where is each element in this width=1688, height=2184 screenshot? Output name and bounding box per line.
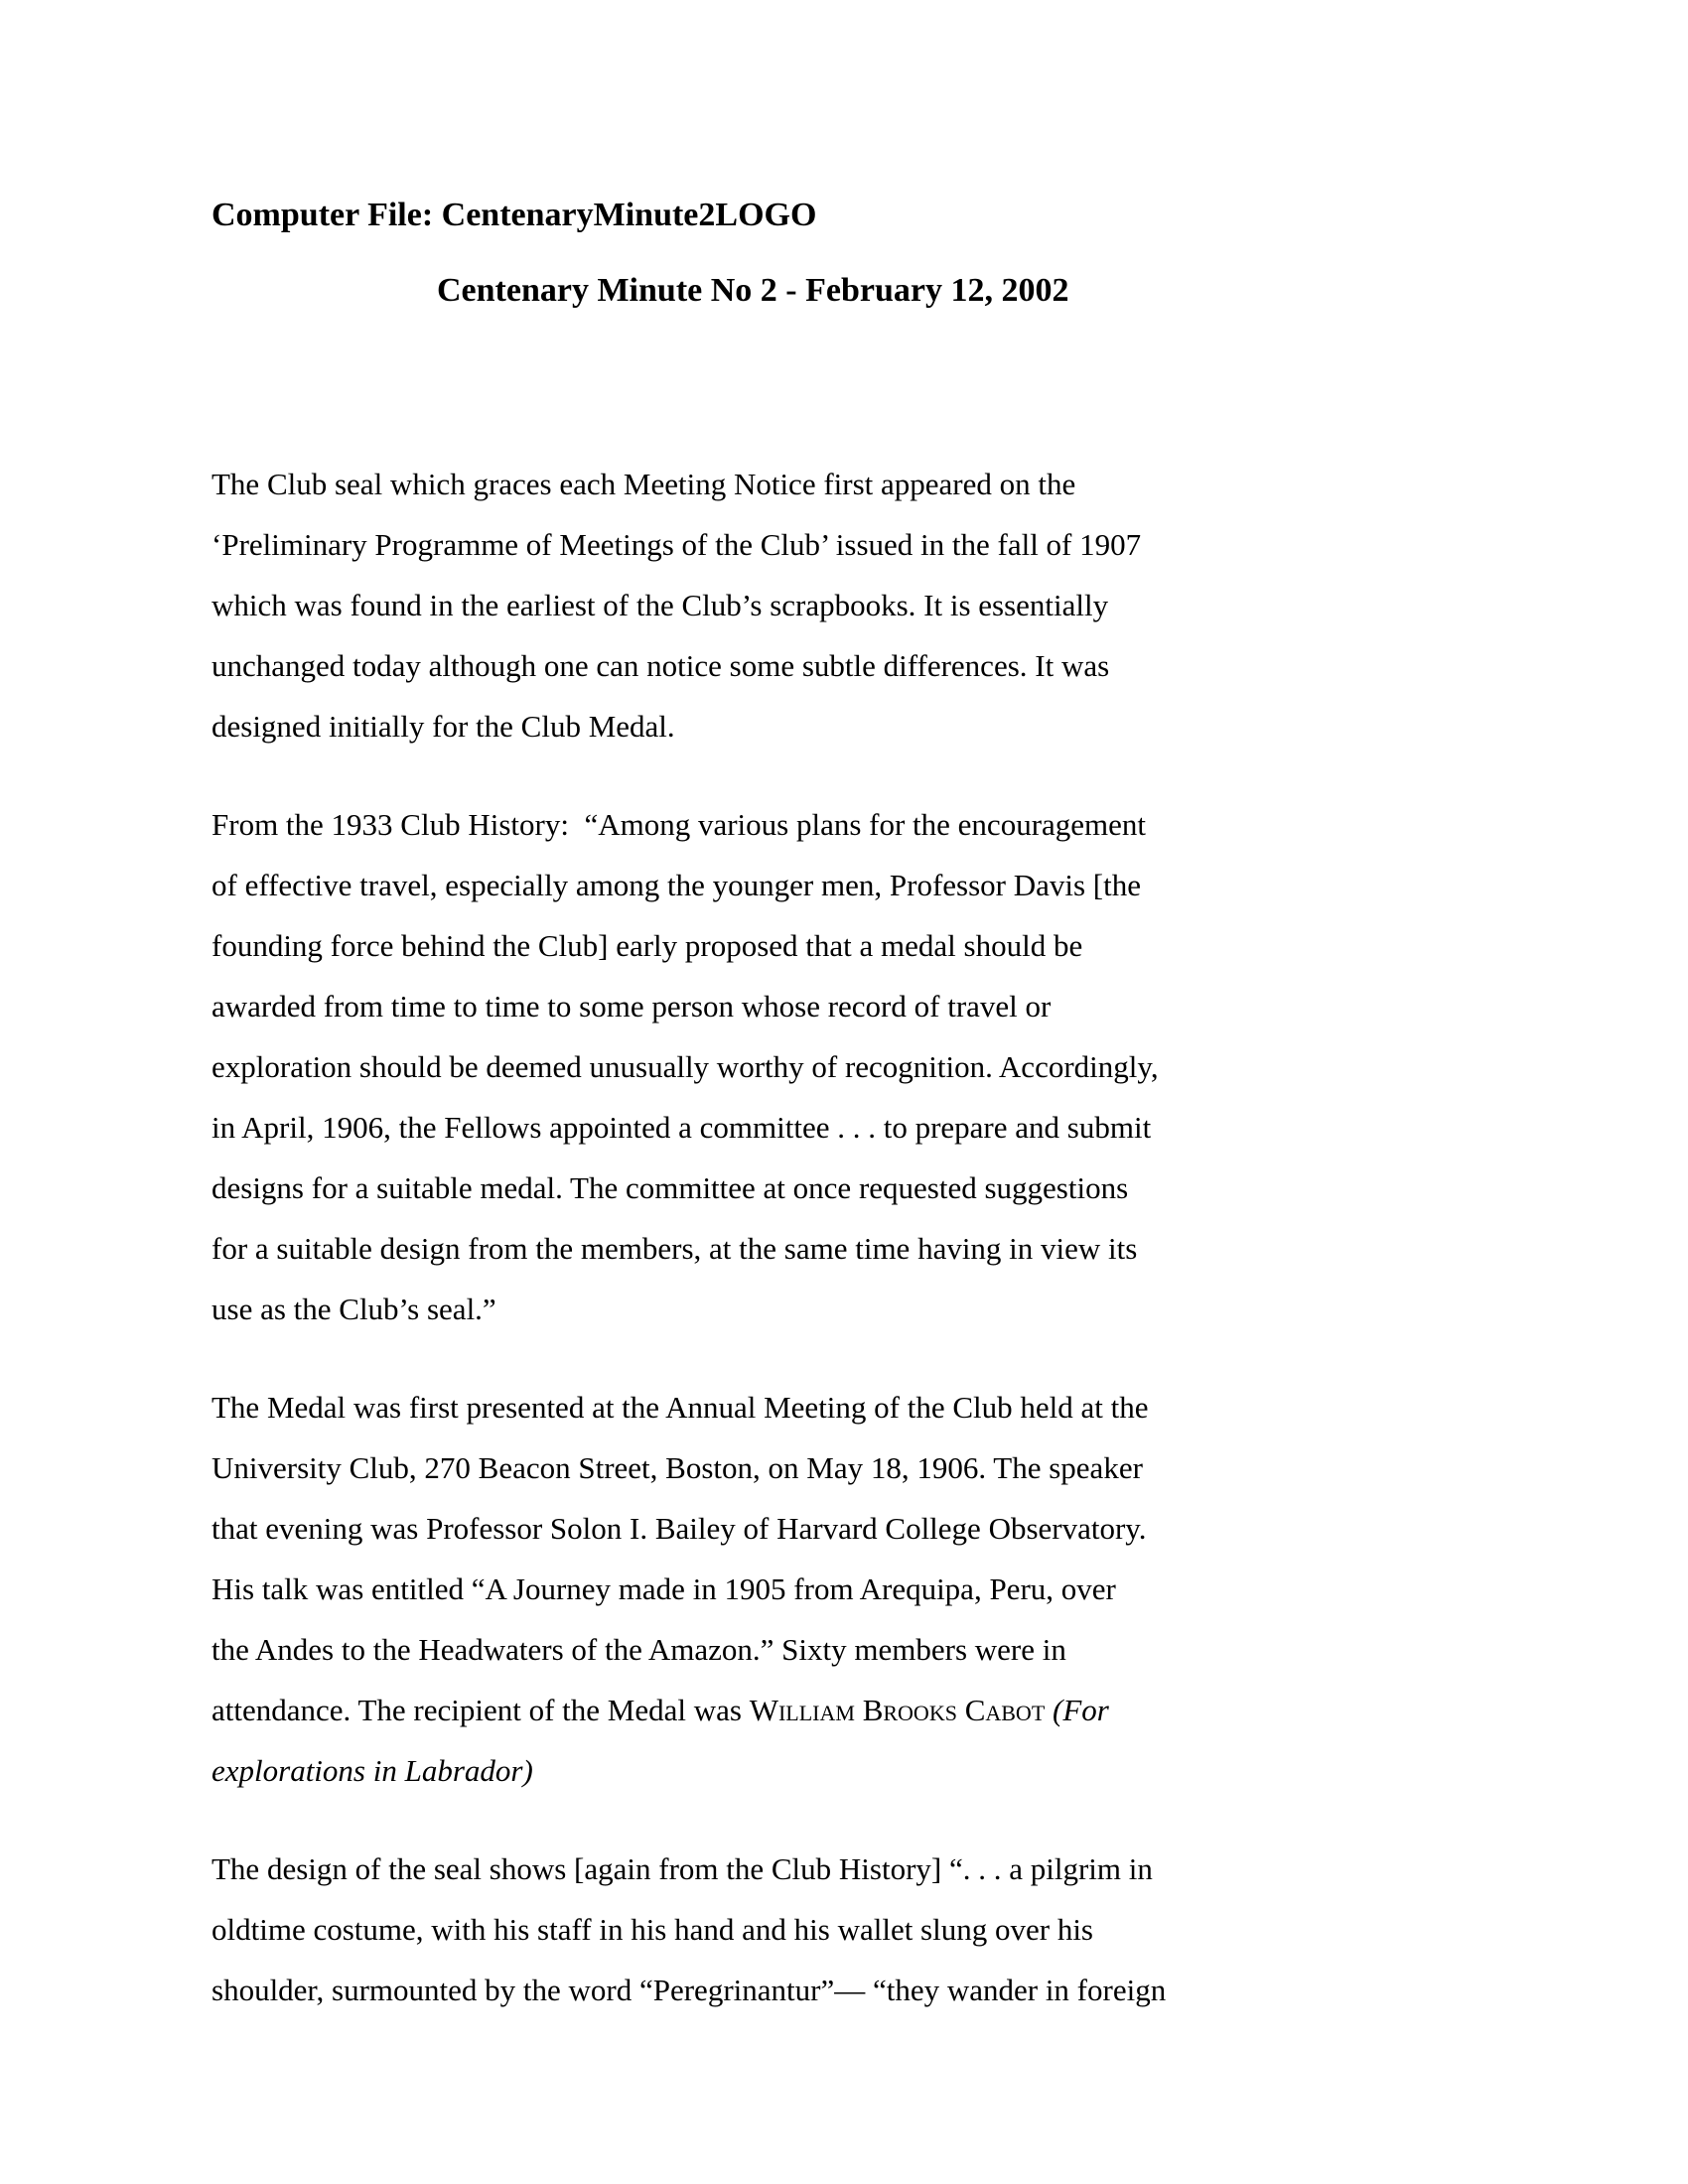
text-run: designs for a suitable medal. The committee at once requested suggestions — [211, 1170, 1129, 1205]
text-run: exploration should be deemed unusually worthy of recognition. Accordingly, — [211, 1049, 1159, 1084]
text-run: The Medal was first presented at the Annual Meeting of the Club held at the — [211, 1390, 1149, 1425]
text-line — [211, 1839, 1569, 1899]
text-line — [211, 635, 1569, 696]
text-line — [211, 1279, 1569, 1339]
text-line — [211, 514, 1569, 575]
text-line — [211, 1218, 1569, 1279]
text-line — [211, 575, 1569, 635]
text-run: From the 1933 Club History: “Among various plans for the encouragement — [211, 807, 1147, 842]
text-line — [211, 1498, 1569, 1559]
paragraph — [211, 1377, 1569, 1801]
text-line — [211, 1619, 1569, 1680]
text-run: the Andes to the Headwaters of the Amazon.” Sixty members were in — [211, 1632, 1066, 1667]
styled-text-run: (For — [1053, 1693, 1109, 1727]
text-line — [211, 454, 1569, 514]
text-line — [211, 1680, 1569, 1740]
text-line — [211, 976, 1569, 1036]
text-run: which was found in the earliest of the Club’s scrapbooks. It is essentially — [211, 588, 1109, 622]
text-run: awarded from time to time to some person whose record of travel or — [211, 989, 1052, 1024]
text-line — [211, 794, 1569, 855]
text-line — [211, 1158, 1569, 1218]
text-line — [211, 696, 1569, 756]
text-run — [1045, 1693, 1053, 1727]
text-run: that evening was Professor Solon I. Bailey of Harvard College Observatory. — [211, 1511, 1147, 1546]
text-run: ‘Preliminary Programme of Meetings of the Club’ issued in the fall of 1907 — [211, 527, 1142, 562]
text-run: for a suitable design from the members, at the same time having in view its — [211, 1231, 1138, 1266]
document-body — [211, 454, 1569, 2020]
paragraph — [211, 1839, 1569, 2020]
text-run: of effective travel, especially among the younger men, Professor Davis [the — [211, 868, 1141, 902]
styled-text-run: William Brooks Cabot — [749, 1693, 1046, 1727]
text-run: in April, 1906, the Fellows appointed a committee . . . to prepare and submit — [211, 1110, 1152, 1145]
text-run: The design of the seal shows [again from the Club History] “. . . a pilgrim in — [211, 1851, 1153, 1886]
text-line — [211, 1559, 1569, 1619]
text-run: attendance. The recipient of the Medal was — [211, 1693, 750, 1727]
text-line — [211, 915, 1569, 976]
text-run: shoulder, surmounted by the word “Peregrinantur”— “they wander in foreign — [211, 1973, 1167, 2007]
text-run: use as the Club’s seal.” — [211, 1292, 496, 1326]
text-line — [211, 1036, 1569, 1097]
document-title: Centenary Minute No 2 - February 12, 2002 — [437, 272, 1069, 309]
text-run: designed initially for the Club Medal. — [211, 709, 675, 744]
text-run: The Club seal which graces each Meeting Notice first appeared on the — [211, 467, 1076, 501]
text-run: His talk was entitled “A Journey made in 1905 from Arequipa, Peru, over — [211, 1571, 1116, 1606]
text-run: unchanged today although one can notice some subtle differences. It was — [211, 648, 1110, 683]
file-label: Computer File: CentenaryMinute2LOGO — [211, 197, 817, 233]
text-run: University Club, 270 Beacon Street, Boston, on May 18, 1906. The speaker — [211, 1450, 1143, 1485]
text-run: oldtime costume, with his staff in his hand and his wallet slung over his — [211, 1912, 1093, 1947]
text-line — [211, 1437, 1569, 1498]
text-line — [211, 1740, 1569, 1801]
text-line — [211, 1899, 1569, 1960]
paragraph — [211, 794, 1569, 1339]
text-line — [211, 1960, 1569, 2020]
text-run: founding force behind the Club] early proposed that a medal should be — [211, 928, 1083, 963]
paragraph — [211, 454, 1569, 756]
styled-text-run: explorations in Labrador) — [211, 1753, 533, 1788]
text-line — [211, 1097, 1569, 1158]
text-line — [211, 1377, 1569, 1437]
text-line — [211, 855, 1569, 915]
